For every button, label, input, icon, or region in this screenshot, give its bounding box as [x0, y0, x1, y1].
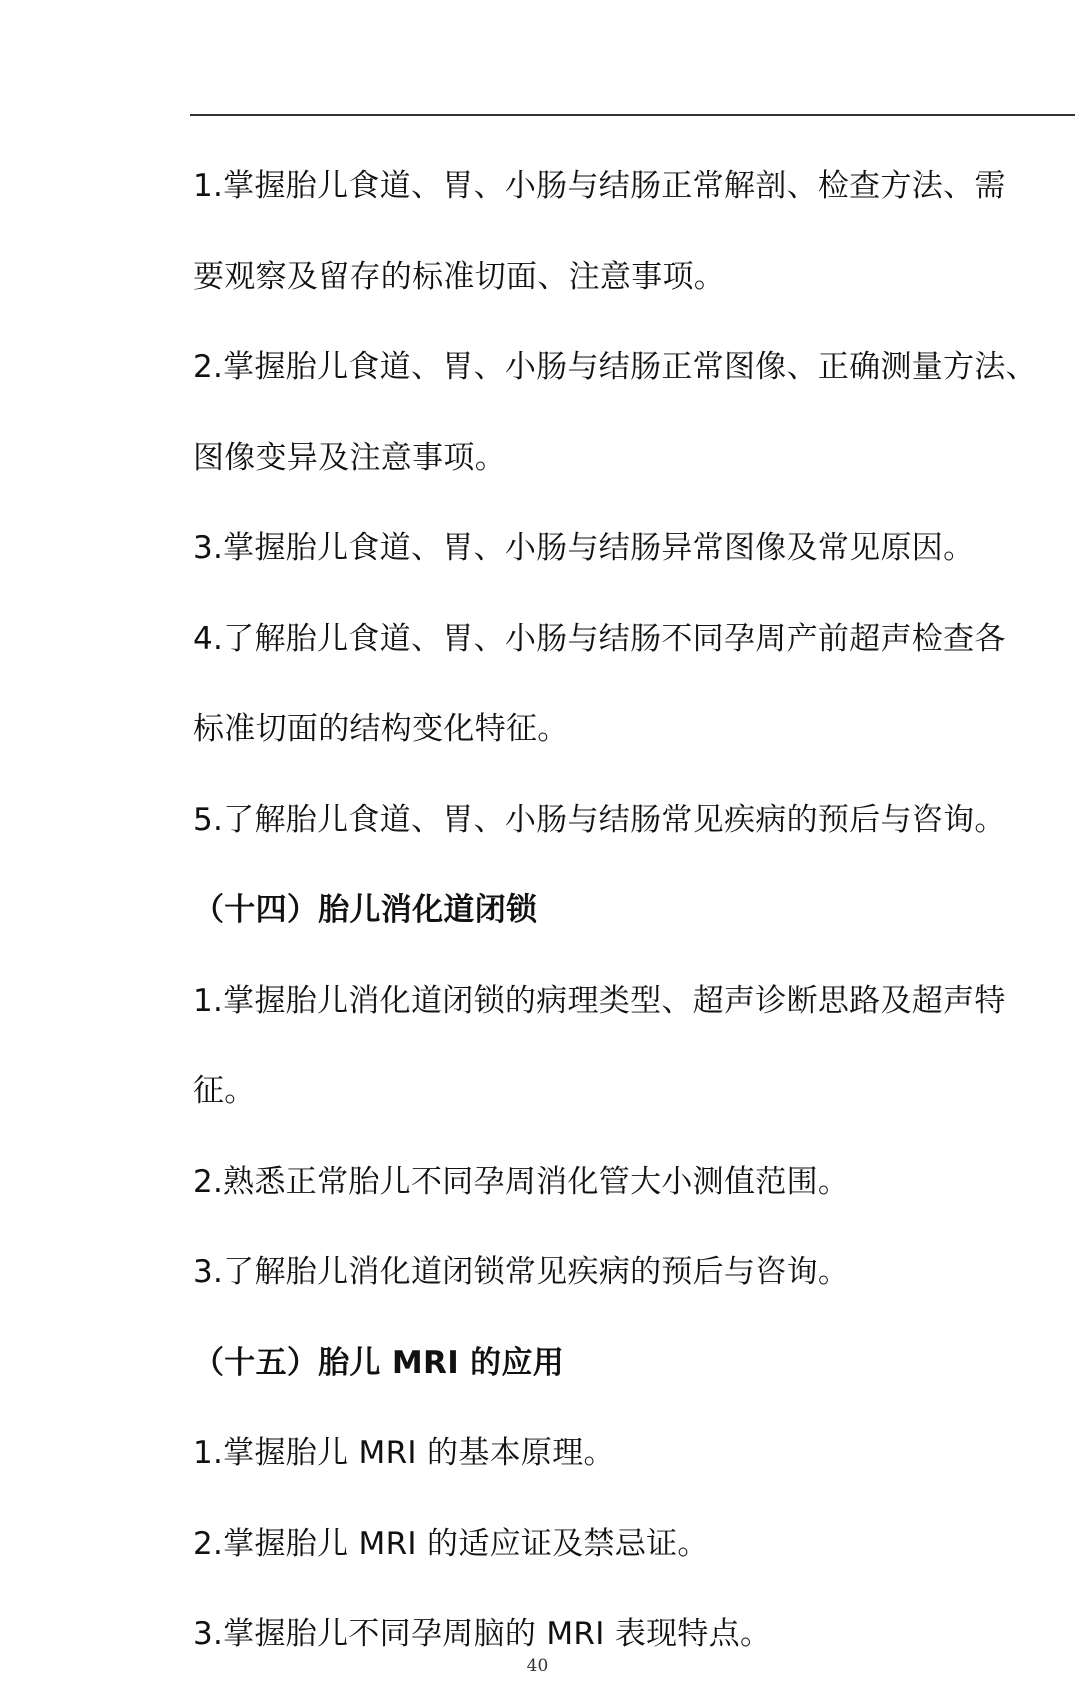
body-line: 图像变异及注意事项。	[193, 439, 506, 476]
body-line: 要观察及留存的标准切面、注意事项。	[193, 258, 726, 295]
body-line: 1.掌握胎儿消化道闭锁的病理类型、超声诊断思路及超声特	[193, 982, 1006, 1019]
body-line: 征。	[193, 1073, 256, 1109]
body-line: 2.掌握胎儿食道、胃、小肠与结肠正常图像、正确测量方法、	[193, 349, 1037, 385]
body-line: 1.掌握胎儿 MRI 的基本原理。	[193, 1435, 615, 1471]
body-line: 5.了解胎儿食道、胃、小肠与结肠常见疾病的预后与咨询。	[193, 801, 1006, 838]
body-line: 3.掌握胎儿不同孕周脑的 MRI 表现特点。	[193, 1616, 772, 1652]
body-line: 2.掌握胎儿 MRI 的适应证及禁忌证。	[193, 1525, 709, 1562]
body-line: 1.掌握胎儿食道、胃、小肠与结肠正常解剖、检查方法、需	[193, 168, 1006, 204]
body-line: 3.了解胎儿消化道闭锁常见疾病的预后与咨询。	[193, 1254, 850, 1290]
page-number: 40	[526, 1656, 549, 1676]
document-body	[193, 155, 1075, 1694]
section-heading: （十五）胎儿 MRI 的应用	[193, 1344, 565, 1381]
body-line: 标准切面的结构变化特征。	[193, 711, 569, 747]
header-rule	[190, 114, 1075, 116]
body-line: 2.熟悉正常胎儿不同孕周消化管大小测值范围。	[193, 1163, 850, 1200]
body-line: 4.了解胎儿食道、胃、小肠与结肠不同孕周产前超声检查各	[193, 620, 1006, 657]
body-line: 3.掌握胎儿食道、胃、小肠与结肠异常图像及常见原因。	[193, 530, 975, 566]
section-heading: （十四）胎儿消化道闭锁	[193, 892, 538, 928]
